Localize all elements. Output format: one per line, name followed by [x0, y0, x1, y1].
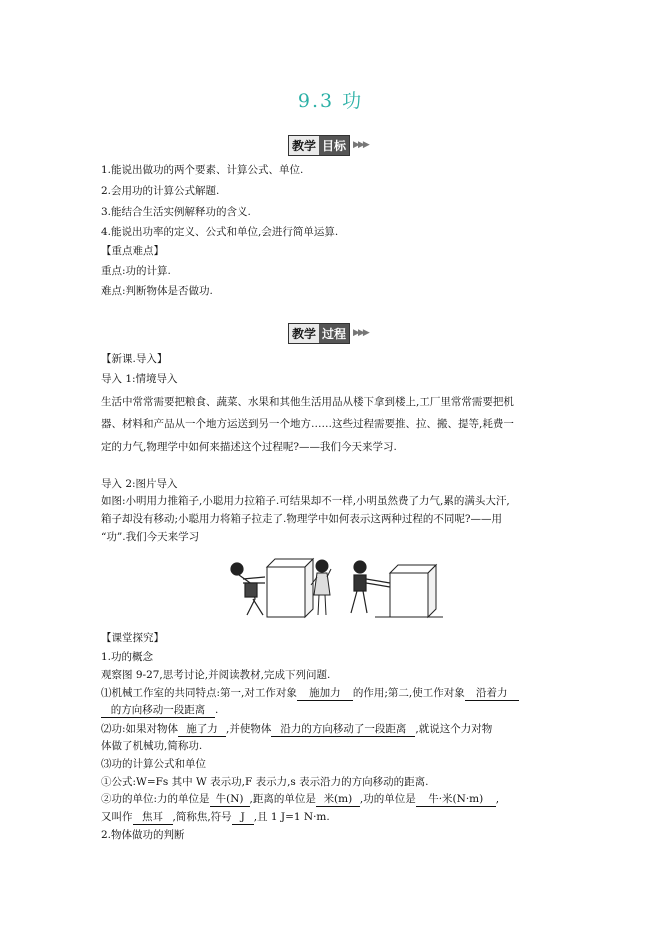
units-line: ②功的单位:力的单位是 牛(N) ,距离的单位是 米(m) ,功的单位是 牛·米(N·m) ,: [101, 793, 500, 805]
answer-blank: 沿力的方向移动了一段距离: [271, 722, 415, 737]
question-3: ⑶功的计算公式和单位: [101, 758, 206, 770]
banner-part1: 教学: [289, 136, 319, 155]
key-heading: 【重点难点】: [101, 245, 164, 257]
intro2-line: 如图:小明用力推箱子,小聪用力拉箱子.可结果却不一样,小明虽然费了力气,累的满头大汗,: [101, 495, 510, 507]
boy-pulling: [351, 561, 390, 613]
goal-item: 3.能结合生活实例解释功的含义.: [101, 206, 251, 218]
intro2-line: 箱子却没有移动;小聪用力将箱子拉走了.物理学中如何表示这两种过程的不同呢?——用: [101, 513, 503, 525]
banner-part2: 过程: [319, 324, 349, 343]
box-right: [375, 565, 443, 617]
goal-item: 2.会用功的计算公式解题.: [101, 185, 220, 197]
intro1-line: 器、材料和产品从一个地方运送到另一个地方……这些过程需要推、拉、搬、提等,耗费一: [101, 418, 514, 430]
answer-blank: 牛·米(N·m): [416, 792, 496, 807]
banner-part2: 目标: [319, 136, 349, 155]
question-2-cont: 体做了机械功,简称功.: [101, 740, 203, 752]
section-2: 2.物体做功的判断: [101, 829, 185, 841]
new-lesson-heading: 【新课.导入】: [101, 353, 168, 365]
question-1-cont: 的方向移动一段距离 .: [101, 703, 218, 718]
goal-item: 1.能说出做功的两个要素、计算公式、单位.: [101, 164, 304, 176]
push-pull-box-illustration: [225, 555, 443, 621]
answer-blank: 焦耳: [133, 810, 173, 825]
banner-teaching-process: [288, 324, 368, 342]
arrow-icon: ▶▶▶: [353, 140, 368, 150]
answer-blank: 的方向移动一段距离: [101, 703, 215, 718]
formula-line: ①公式:W=Fs 其中 W 表示功,F 表示力,s 表示沿力的方向移动的距离.: [101, 776, 429, 788]
banner-teaching-goals: [288, 136, 368, 154]
boy-pushing: [231, 563, 265, 615]
section-1: 1.功的概念: [101, 651, 154, 663]
intro1-line: 生活中常常需要把粮食、蔬菜、水果和其他生活用品从楼下拿到楼上,工厂里常常需要把机: [101, 396, 514, 408]
intro2-line: “功”.我们今天来学习: [101, 531, 200, 543]
answer-blank: 施加力: [297, 686, 353, 701]
question-1: ⑴机械工作室的共同特点:第一,对工作对象 施加力 的作用;第二,使工作对象 沿着力: [101, 686, 519, 701]
observe-text: 观察图 9-27,思考讨论,并阅读教材,完成下列问题.: [101, 669, 331, 681]
intro2-title: 导入 2:图片导入: [101, 478, 178, 490]
answer-blank: 施了力: [178, 722, 226, 737]
question-2: ⑵功:如果对物体 施了力 ,并使物体 沿力的方向移动了一段距离 ,就说这个力对物: [101, 723, 493, 735]
banner-part1: 教学: [289, 324, 319, 343]
answer-blank: 沿着力: [465, 686, 519, 701]
units-line-cont: 又叫作 焦耳 ,简称焦,符号 J ,且 1 J=1 N·m.: [101, 811, 330, 823]
goal-item: 4.能说出功率的定义、公式和单位,会进行简单运算.: [101, 226, 339, 238]
intro1-line: 定的力气,物理学中如何来描述这个过程呢?——我们今天来学习.: [101, 441, 397, 453]
explore-heading: 【课堂探究】: [101, 632, 164, 644]
intro1-title: 导入 1:情境导入: [101, 373, 178, 385]
answer-blank: 牛(N): [210, 792, 250, 807]
answer-blank: J: [232, 810, 254, 825]
arrow-icon: ▶▶▶: [353, 328, 368, 338]
girl-standing: [311, 560, 331, 615]
difficulty: 难点:判断物体是否做功.: [101, 285, 213, 297]
page-title: 9.3 功: [297, 90, 364, 112]
box-left: [267, 559, 313, 617]
key-point: 重点:功的计算.: [101, 265, 171, 277]
answer-blank: 米(m): [316, 792, 360, 807]
